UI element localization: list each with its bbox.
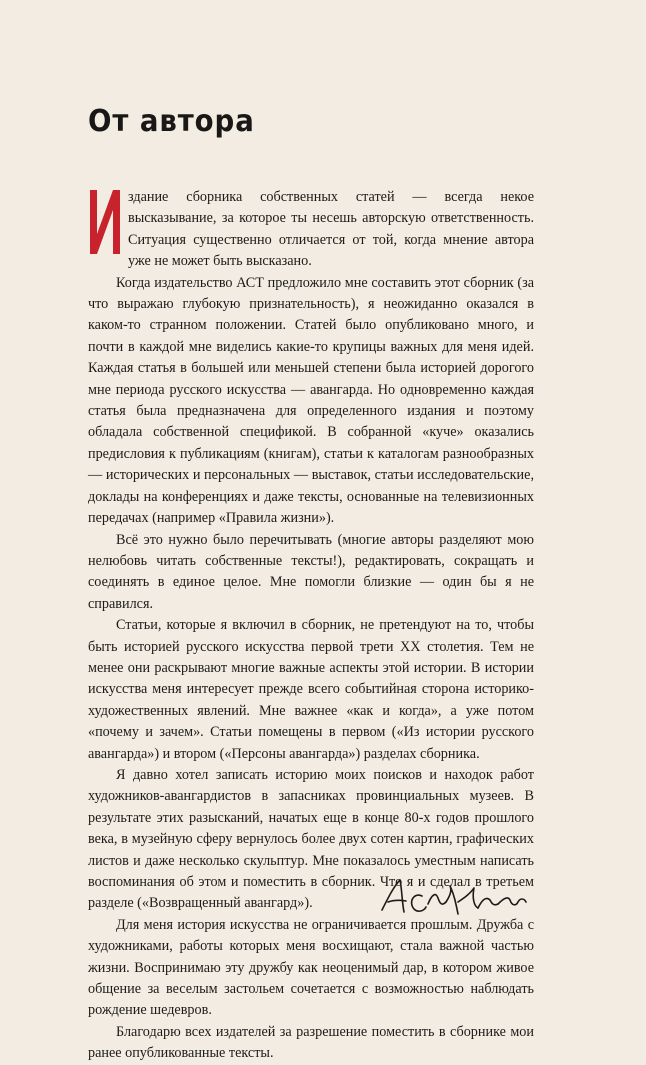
drop-cap-glyph — [88, 190, 122, 254]
page-title: От автора — [88, 104, 255, 139]
body-text — [88, 187, 534, 1065]
paragraph-7: Благодарю всех издателей за разрешение поместить в сборнике мои ранее опубликованные тексты. — [88, 1023, 534, 1062]
paragraph-5: Я давно хотел записать историю моих поисков и находок работ художников-авангардистов в запасниках провинциальных музеев. В результате этих разысканий, начатых еще в конце 80-х годов прошлого века, в музейную сферу вернулось более двух сотен картин, графических листов и даже несколько скульптур. Мне показалось уместным написать воспоминания об этом и поместить в сборник. Что я и сделал в третьем разделе («Возвращенный авангард»). — [88, 766, 534, 912]
paragraph-1 — [88, 187, 534, 273]
paragraph-1-text: здание сборника собственных статей — всегда некое высказывание, за которое ты несешь авторскую ответственность. Ситуация существенно отличается от той, когда мнение автора уже не может быть высказано. — [128, 189, 534, 270]
paragraph-2: Когда издательство АСТ предложило мне составить этот сборник (за что выражаю глубокую признательность), я неожиданно оказался в каком-то странном положении. Статей было опубликовано много, и почти в каждой мне виделись какие-то крупицы важных для меня идей. Каждая статья в большей или меньшей степени была историей дорогого мне периода русского искусства — авангарда. Но одновременно каждая статья была предназначена для определенного издания и поэтому обладала собственной спецификой. В собранной «куче» оказались предисловия к публикациям (книгам), статьи к каталогам разнообразных — исторических и персональных — выставок, статьи исследовательские, доклады на конференциях и даже тексты, основанные на телевизионных передачах (например «Правила жизни»). — [88, 274, 534, 527]
paragraph-6: Для меня история искусства не ограничивается прошлым. Дружба с художниками, работы которых меня восхищают, стала важной частью жизни. Воспринимаю эту дружбу как неоценимый дар, в котором живое общение за веселым застольем сочетается с возможностью наблюдать рождение шедевров. — [88, 916, 534, 1019]
paragraph-4: Статьи, которые я включил в сборник, не претендуют на то, чтобы быть историей русского искусства первой трети XX столетия. Тем не менее они раскрывают многие важные аспекты этой истории. В истории искусства меня интересует прежде всего событийная сторона историко-художественных явлений. Мне важнее «как и когда», а уже потом «почему и зачем». Статьи помещены в первом («Из истории русского авангарда») и втором («Персоны авангарда») разделах сборника. — [88, 617, 534, 762]
drop-cap-letter — [88, 190, 122, 254]
author-signature — [378, 876, 530, 918]
paragraph-3: Всё это нужно было перечитывать (многие авторы разделяют мою нелюбовь читать собственные тексты!), редактировать, сокращать и соединять в единое целое. Мне помогли близкие — один бы я не справился. — [88, 531, 534, 612]
